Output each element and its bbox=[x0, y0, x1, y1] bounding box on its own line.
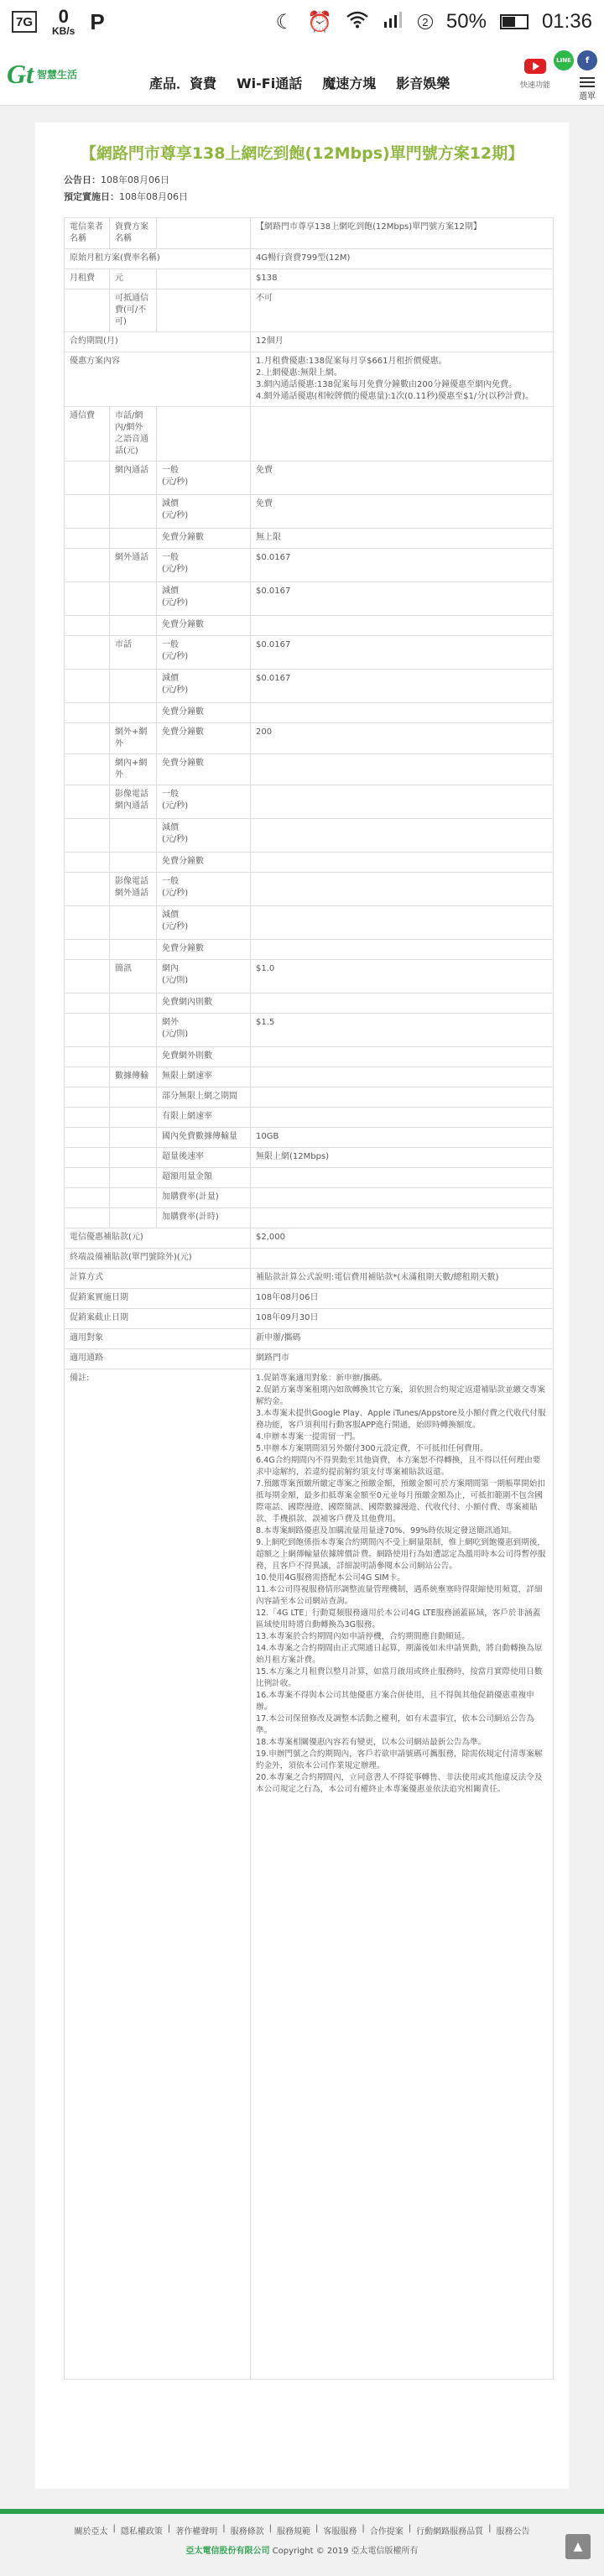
table-cell-value bbox=[251, 993, 554, 1014]
table-cell-label: 免費分鐘數 bbox=[157, 703, 251, 723]
chevron-up-icon: ▲ bbox=[573, 2540, 583, 2553]
table-cell-value: $1.5 bbox=[251, 1014, 554, 1047]
footer-link[interactable]: 關於亞太 bbox=[74, 2527, 108, 2537]
table-cell-value bbox=[251, 940, 554, 960]
table-cell-label: 一般 (元/秒) bbox=[157, 873, 251, 906]
table-cell-label: 網內通話 bbox=[110, 461, 157, 495]
table-cell-label: 免費網內則數 bbox=[157, 993, 251, 1014]
table-cell-label: 網外通話 bbox=[110, 549, 157, 582]
table-cell-value: $0.0167 bbox=[251, 549, 554, 582]
table-row bbox=[65, 1289, 554, 1309]
table-row bbox=[65, 940, 554, 960]
table-row bbox=[65, 670, 554, 703]
table-cell-label bbox=[110, 1128, 157, 1148]
table-cell-label bbox=[65, 940, 110, 960]
table-cell-label: 免費分鐘數 bbox=[157, 616, 251, 636]
table-cell-label: 原始月租方案(費率名稱) bbox=[65, 249, 251, 269]
table-cell-label bbox=[157, 289, 251, 332]
table-cell-label bbox=[65, 1014, 110, 1047]
table-cell-label bbox=[65, 1188, 110, 1208]
site-logo[interactable] bbox=[7, 59, 99, 90]
table-row bbox=[65, 723, 554, 754]
table-cell-label bbox=[65, 636, 110, 670]
table-cell-value: $138 bbox=[251, 269, 554, 289]
table-cell-label: 超量後速率 bbox=[157, 1148, 251, 1168]
table-cell-label bbox=[110, 1168, 157, 1188]
table-row bbox=[65, 1128, 554, 1148]
table-cell-label bbox=[110, 1208, 157, 1228]
table-cell-label: 市話 bbox=[110, 636, 157, 670]
table-cell-value: 無上限 bbox=[251, 529, 554, 549]
table-row bbox=[65, 1108, 554, 1128]
table-cell-value: $2,000 bbox=[251, 1228, 554, 1249]
table-row bbox=[65, 495, 554, 529]
table-cell-label bbox=[65, 549, 110, 582]
table-cell-label bbox=[110, 1014, 157, 1047]
table-cell-label: 網內 (元/則) bbox=[157, 960, 251, 993]
network-speed-value: 0 bbox=[58, 6, 69, 27]
table-cell-label bbox=[65, 819, 110, 853]
table-cell-value: 無限上網(12Mbps) bbox=[251, 1148, 554, 1168]
table-row bbox=[65, 1047, 554, 1067]
launch-label: 預定實施日： bbox=[64, 191, 119, 202]
table-cell-label bbox=[65, 1067, 110, 1087]
footer-link[interactable]: 服務公告 bbox=[496, 2527, 530, 2537]
youtube-icon[interactable] bbox=[524, 59, 546, 74]
table-cell-label: 市話/網內/網外之語音通話(元) bbox=[110, 407, 157, 461]
table-cell-value bbox=[251, 1188, 554, 1208]
logo-brand: Gt bbox=[7, 59, 34, 89]
table-cell-value bbox=[251, 407, 554, 461]
wifi-icon bbox=[346, 10, 369, 34]
network-speed-unit: KB/s bbox=[52, 25, 76, 37]
table-cell-value bbox=[251, 1108, 554, 1128]
site-footer bbox=[0, 2509, 604, 2576]
table-row bbox=[65, 1349, 554, 1369]
copyright-brand: 亞太電信股份有限公司 bbox=[185, 2547, 270, 2556]
table-cell-label: 免費分鐘數 bbox=[157, 853, 251, 873]
table-cell-value bbox=[251, 754, 554, 785]
footer-links: 關於亞太 | 隱私權政策 | 著作權聲明 | 服務條款 | 服務規範 | 客服服務 | 合作提案 | 行動網路服務品質 | 服務公告 bbox=[74, 2524, 530, 2537]
table-cell-label: 適用通路 bbox=[65, 1349, 251, 1369]
table-cell-label bbox=[110, 1047, 157, 1067]
table-cell-label: 一般 (元/秒) bbox=[157, 461, 251, 495]
battery-icon bbox=[500, 14, 528, 29]
announce-date: 108年08月06日 bbox=[101, 175, 169, 185]
table-cell-value: 200 bbox=[251, 723, 554, 754]
table-row bbox=[65, 1208, 554, 1228]
table-row bbox=[65, 332, 554, 352]
table-cell-label bbox=[110, 670, 157, 703]
table-row bbox=[65, 873, 554, 906]
table-cell-label bbox=[110, 703, 157, 723]
main-nav bbox=[149, 73, 450, 92]
table-cell-label: 免費網外則數 bbox=[157, 1047, 251, 1067]
table-cell-label: 有限上網速率 bbox=[157, 1108, 251, 1128]
table-row bbox=[65, 616, 554, 636]
table-cell-value: 1.月租費優惠:138促案每月享$661月租折價優惠。 2.上網優惠:無限上網。 3.網內通話優惠:138促案每月免費分鐘數由200分鐘優惠至網內免費。 4.網外通話優惠(相較牌價的優惠量):1次(0.11秒)優惠至$1/分(以秒計費)。 bbox=[251, 352, 554, 407]
table-row bbox=[65, 906, 554, 940]
table-cell-label bbox=[65, 873, 110, 906]
nav-entertainment[interactable]: 影音娛樂 bbox=[396, 76, 450, 91]
table-row bbox=[65, 1087, 554, 1108]
table-row bbox=[65, 703, 554, 723]
table-row bbox=[65, 1329, 554, 1349]
table-cell-label: 減價 (元/秒) bbox=[157, 819, 251, 853]
table-cell-label bbox=[110, 1087, 157, 1108]
table-cell-value: 免費 bbox=[251, 461, 554, 495]
logo-text: 智慧生活 bbox=[37, 69, 78, 81]
footer-link[interactable]: 服務條款 bbox=[230, 2527, 264, 2537]
table-cell-value: 4G暢行資費799型(12M) bbox=[251, 249, 554, 269]
table-cell-value: 補貼款計算公式說明:電信費用補貼款*(未滿租期天數/總租期天數) bbox=[251, 1269, 554, 1289]
table-cell-label: 促銷案截止日期 bbox=[65, 1309, 251, 1329]
footer-link[interactable]: 著作權聲明 bbox=[175, 2527, 218, 2537]
menu-button[interactable] bbox=[579, 77, 596, 102]
table-cell-label bbox=[65, 289, 110, 332]
table-cell-label bbox=[110, 616, 157, 636]
table-cell-value bbox=[251, 1168, 554, 1188]
table-row bbox=[65, 1168, 554, 1188]
table-row bbox=[65, 993, 554, 1014]
table-cell-label: 影像電話網外通話 bbox=[110, 873, 157, 906]
table-cell-label: 合約期間(月) bbox=[65, 332, 251, 352]
table-cell-label: 網外 (元/則) bbox=[157, 1014, 251, 1047]
table-row bbox=[65, 529, 554, 549]
table-cell-label: 終端設備補貼款(單門號除外)(元) bbox=[65, 1249, 251, 1269]
table-cell-label: 優惠方案內容 bbox=[65, 352, 251, 407]
table-cell-label bbox=[157, 269, 251, 289]
table-row bbox=[65, 1148, 554, 1168]
table-cell-value bbox=[251, 853, 554, 873]
footer-link[interactable]: 合作提案 bbox=[369, 2527, 404, 2537]
table-cell-value: 網路門市 bbox=[251, 1349, 554, 1369]
table-cell-value bbox=[251, 703, 554, 723]
table-cell-value bbox=[251, 873, 554, 906]
table-row bbox=[65, 960, 554, 993]
table-cell-label bbox=[65, 1108, 110, 1128]
page-title: 【網路門市尊享138上網吃到飽(12Mbps)單門號方案12期】 bbox=[80, 144, 524, 163]
table-cell-label bbox=[110, 1188, 157, 1208]
table-row bbox=[65, 549, 554, 582]
table-cell-value: $0.0167 bbox=[251, 636, 554, 670]
table-row bbox=[65, 754, 554, 785]
table-row bbox=[65, 582, 554, 616]
battery-percent: 50% bbox=[445, 10, 487, 33]
table-cell-label: 部分無限上網之期間 bbox=[157, 1087, 251, 1108]
table-cell-label bbox=[110, 993, 157, 1014]
table-cell-label bbox=[110, 906, 157, 940]
table-cell-label bbox=[65, 529, 110, 549]
footer-accent-bar bbox=[0, 2509, 604, 2514]
table-cell-label: 計算方式 bbox=[65, 1269, 251, 1289]
table-cell-value bbox=[251, 906, 554, 940]
table-cell-value: $0.0167 bbox=[251, 582, 554, 616]
table-cell-label bbox=[110, 495, 157, 529]
alarm-icon: ⏰ bbox=[307, 10, 332, 34]
table-cell-label bbox=[65, 1208, 110, 1228]
sim-2-indicator: 2 bbox=[418, 14, 433, 29]
table-cell-label: 可抵通信費(可/不可) bbox=[110, 289, 157, 332]
table-cell-label bbox=[110, 1148, 157, 1168]
menu-label: 選單 bbox=[579, 92, 596, 102]
table-cell-value: 12個月 bbox=[251, 332, 554, 352]
table-cell-value: $0.0167 bbox=[251, 670, 554, 703]
table-cell-label: 免費分鐘數 bbox=[157, 723, 251, 754]
table-cell-label: 備註: bbox=[65, 1369, 251, 2380]
table-cell-value: 108年08月06日 bbox=[251, 1289, 554, 1309]
network-speed bbox=[52, 8, 75, 36]
nav-products[interactable]: 產品．資費 bbox=[149, 76, 217, 91]
table-cell-label bbox=[65, 461, 110, 495]
table-cell-label bbox=[110, 529, 157, 549]
table-cell-label bbox=[110, 1108, 157, 1128]
site-header bbox=[0, 44, 604, 106]
table-cell-label: 無限上網速率 bbox=[157, 1067, 251, 1087]
table-cell-label bbox=[65, 616, 110, 636]
table-cell-label: 超額用量金額 bbox=[157, 1168, 251, 1188]
table-cell-label: 電信優惠補貼款(元) bbox=[65, 1228, 251, 1249]
table-row bbox=[65, 1309, 554, 1329]
table-cell-label: 月租費 bbox=[65, 269, 110, 289]
signal-indicator: 7G bbox=[12, 11, 37, 33]
table-cell-value bbox=[251, 819, 554, 853]
table-cell-label: 一般 (元/秒) bbox=[157, 785, 251, 819]
table-cell-label: 免費分鐘數 bbox=[157, 529, 251, 549]
table-cell-value bbox=[251, 1208, 554, 1228]
quick-functions[interactable] bbox=[520, 59, 550, 90]
facebook-icon[interactable]: f bbox=[577, 50, 597, 70]
cell-signal-icon bbox=[383, 10, 404, 34]
table-row bbox=[65, 1249, 554, 1269]
table-cell-label bbox=[65, 703, 110, 723]
table-cell-label bbox=[65, 1128, 110, 1148]
table-row bbox=[65, 785, 554, 819]
nav-wifi-calling[interactable]: Wi-Fi通話 bbox=[237, 76, 303, 91]
table-cell-label: 國內免費數據傳輸量 bbox=[157, 1128, 251, 1148]
table-row bbox=[65, 1188, 554, 1208]
table-cell-label: 簡訊 bbox=[110, 960, 157, 993]
table-cell-label bbox=[65, 1148, 110, 1168]
table-row bbox=[65, 819, 554, 853]
announce-label: 公告日： bbox=[64, 175, 101, 185]
table-cell-label: 網外+網外 bbox=[110, 723, 157, 754]
table-row bbox=[65, 352, 554, 407]
table-row bbox=[65, 218, 554, 249]
table-row bbox=[65, 269, 554, 289]
table-cell-label bbox=[65, 993, 110, 1014]
content-panel bbox=[35, 123, 569, 2489]
table-row bbox=[65, 1269, 554, 1289]
table-cell-label bbox=[65, 754, 110, 785]
table-cell-label bbox=[65, 1047, 110, 1067]
table-cell-label bbox=[65, 785, 110, 819]
line-icon[interactable]: LINE bbox=[554, 50, 574, 70]
table-cell-label bbox=[110, 853, 157, 873]
footer-link[interactable]: 隱私權政策 bbox=[120, 2527, 163, 2537]
table-cell-value: 不可 bbox=[251, 289, 554, 332]
table-row bbox=[65, 1228, 554, 1249]
table-cell-label: 減價 (元/秒) bbox=[157, 906, 251, 940]
table-cell-label: 減價 (元/秒) bbox=[157, 495, 251, 529]
table-row bbox=[65, 853, 554, 873]
table-cell-label: 通信費 bbox=[65, 407, 110, 461]
nav-speed-cube[interactable]: 魔速方塊 bbox=[322, 76, 377, 91]
table-cell-value bbox=[251, 1249, 554, 1269]
table-cell-value bbox=[251, 785, 554, 819]
footer-link[interactable]: 客服服務 bbox=[323, 2527, 357, 2537]
table-cell-label bbox=[65, 906, 110, 940]
table-cell-value bbox=[251, 1047, 554, 1067]
quick-functions-label: 快速功能 bbox=[519, 81, 550, 90]
table-row bbox=[65, 636, 554, 670]
table-cell-label bbox=[157, 407, 251, 461]
table-cell-label: 電信業者名稱 bbox=[65, 218, 110, 249]
table-row bbox=[65, 289, 554, 332]
table-cell-label: 減價 (元/秒) bbox=[157, 670, 251, 703]
table-cell-label: 加購費率(計量) bbox=[157, 1188, 251, 1208]
table-cell-label: 免費分鐘數 bbox=[157, 754, 251, 785]
plan-table bbox=[64, 217, 554, 2380]
table-cell-value bbox=[251, 1087, 554, 1108]
parking-icon: P bbox=[90, 8, 105, 34]
table-cell-label: 免費分鐘數 bbox=[157, 940, 251, 960]
table-cell-value: 新申辦/攜碼 bbox=[251, 1329, 554, 1349]
table-cell-label bbox=[110, 940, 157, 960]
table-row bbox=[65, 1067, 554, 1087]
table-cell-label bbox=[65, 670, 110, 703]
table-cell-label: 一般 (元/秒) bbox=[157, 636, 251, 670]
table-cell-label bbox=[65, 853, 110, 873]
table-cell-label: 促銷案實施日期 bbox=[65, 1289, 251, 1309]
table-cell-label: 元 bbox=[110, 269, 157, 289]
table-cell-value: 【網路門市尊享138上網吃到飽(12Mbps)單門號方案12期】 bbox=[251, 218, 554, 249]
table-cell-label: 網內+網外 bbox=[110, 754, 157, 785]
table-cell-label: 資費方案名稱 bbox=[110, 218, 157, 249]
table-cell-label: 一般 (元/秒) bbox=[157, 549, 251, 582]
table-row bbox=[65, 249, 554, 269]
table-cell-label: 減價 (元/秒) bbox=[157, 582, 251, 616]
table-cell-value: 免費 bbox=[251, 495, 554, 529]
table-cell-label bbox=[65, 1087, 110, 1108]
back-to-top-button[interactable] bbox=[565, 2534, 591, 2559]
table-cell-label bbox=[65, 582, 110, 616]
launch-date: 108年08月06日 bbox=[119, 191, 188, 202]
table-cell-value bbox=[251, 616, 554, 636]
copyright-text: Copyright © 2019 亞太電信版權所有 bbox=[272, 2547, 419, 2556]
table-cell-label bbox=[65, 723, 110, 754]
moon-icon: ☾ bbox=[275, 10, 294, 34]
footer-link[interactable]: 行動網路服務品質 bbox=[416, 2527, 484, 2537]
table-cell-label: 適用對象 bbox=[65, 1329, 251, 1349]
table-cell-value: $1.0 bbox=[251, 960, 554, 993]
announce-info bbox=[64, 172, 560, 206]
table-cell-label: 數據傳輸 bbox=[110, 1067, 157, 1087]
hamburger-icon bbox=[580, 77, 595, 87]
table-cell-label: 加購費率(計時) bbox=[157, 1208, 251, 1228]
footer-link[interactable]: 服務規範 bbox=[277, 2527, 310, 2537]
table-cell-label bbox=[65, 960, 110, 993]
clock: 01:36 bbox=[541, 10, 592, 33]
table-cell-label bbox=[157, 218, 251, 249]
table-row bbox=[65, 1014, 554, 1047]
table-row bbox=[65, 407, 554, 461]
table-cell-value bbox=[251, 1067, 554, 1087]
table-cell-label bbox=[65, 495, 110, 529]
social-links bbox=[554, 50, 597, 70]
status-bar bbox=[0, 0, 604, 44]
table-cell-value: 108年09月30日 bbox=[251, 1309, 554, 1329]
table-cell-label bbox=[110, 582, 157, 616]
table-cell-value: 10GB bbox=[251, 1128, 554, 1148]
table-row bbox=[65, 1369, 554, 2380]
table-cell-value: 1.促銷專案適用對象：新申辦/攜碼。 2.促銷方案專案租期內如欲轉換其它方案，須依照合約規定返還補貼款並繳交專案解約金。 3.本專案未提供Google Play、Apple iTunes/Appstore及小額付費之代收代付服務功能，客戶須利用行動客服APP進行開通，始即時轉換額度。 4.申辦本專案一提需留一門。 5.申辦本方案期間須另外繳付300元設定費，不可抵扣任何費用。 6.4G合約期間內不得異動至其他資費，本方案恕不得轉換，且不得以任何理由要求中途解約，若違約提前解約須支付專案補貼款返還。 7.預繳專案預繳所繳定專案之預繳金額，預繳金額可於方案期間第一期帳單開始扣抵每期金額，最多扣抵專案金額至0元並每月預繳金額為止，可抵扣範圍不包含國際電話、國際漫遊、國際簡訊、國際數據漫遊、代收代付、小額付費、專案補貼款、手機損款、誤補客戶費及其他費用。 8.本專案網路優惠及加購流量用量達70%、99%時依規定發送簡訊通知。 9.上網吃到飽係指本專案合約期間內不受上網量限制，惟上網吃到飽優惠到期後，超額之上網傳輸量依據牌價計費。網路使用行為如遭認定為濫用時本公司得暫停服務，且客戶不得異議，詳細說明請參閱本公司網站公告。 10.使用4G服務需搭配本公司4G SIM卡。 11.本公司得視服務情形調整流量管理機制，遇系統壅塞時得限縮使用頻寬，詳細內容請至本公司網站查詢。 12.「4G LTE」行動寬頻服務適用於本公司4G LTE服務涵蓋區域，客戶於非涵蓋區域使用時將自動轉換為3G服務。 13.本專案於合約期間內如申請停機，合約期間應自動順延。 14.本專案之合約期間由正式開通日起算，期滿後如未申請異動，將自動轉換為原始月租方案計費。 15.本方案之月租費以整月計算，如當月啟用或終止服務時，按當月實際使用日數比例計收。 16.本專案不得與本公司其他優惠方案合併使用，且不得與其他促銷優惠重複申辦。 17.本公司保留修改及調整本活動之權利，如有未盡事宜，依本公司網站公告為準。 18.本專案相關優惠內容若有變更，以本公司網站最新公告為準。 19.申辦門號之合約期間內，客戶若欲申請號碼可攜服務，除需依規定付清專案解約金外，須依本公司作業規定辦理。 20.本專案之合約期間內，立同意書人不得從事轉售、非法使用或其他違反法令及本公司規定之行為，本公司有權終止本專案優惠並依法追究相關責任。 bbox=[251, 1369, 554, 2380]
table-cell-label: 影像電話網內通話 bbox=[110, 785, 157, 819]
table-row bbox=[65, 461, 554, 495]
table-cell-label bbox=[65, 1168, 110, 1188]
copyright bbox=[0, 2543, 604, 2556]
table-cell-label bbox=[110, 819, 157, 853]
